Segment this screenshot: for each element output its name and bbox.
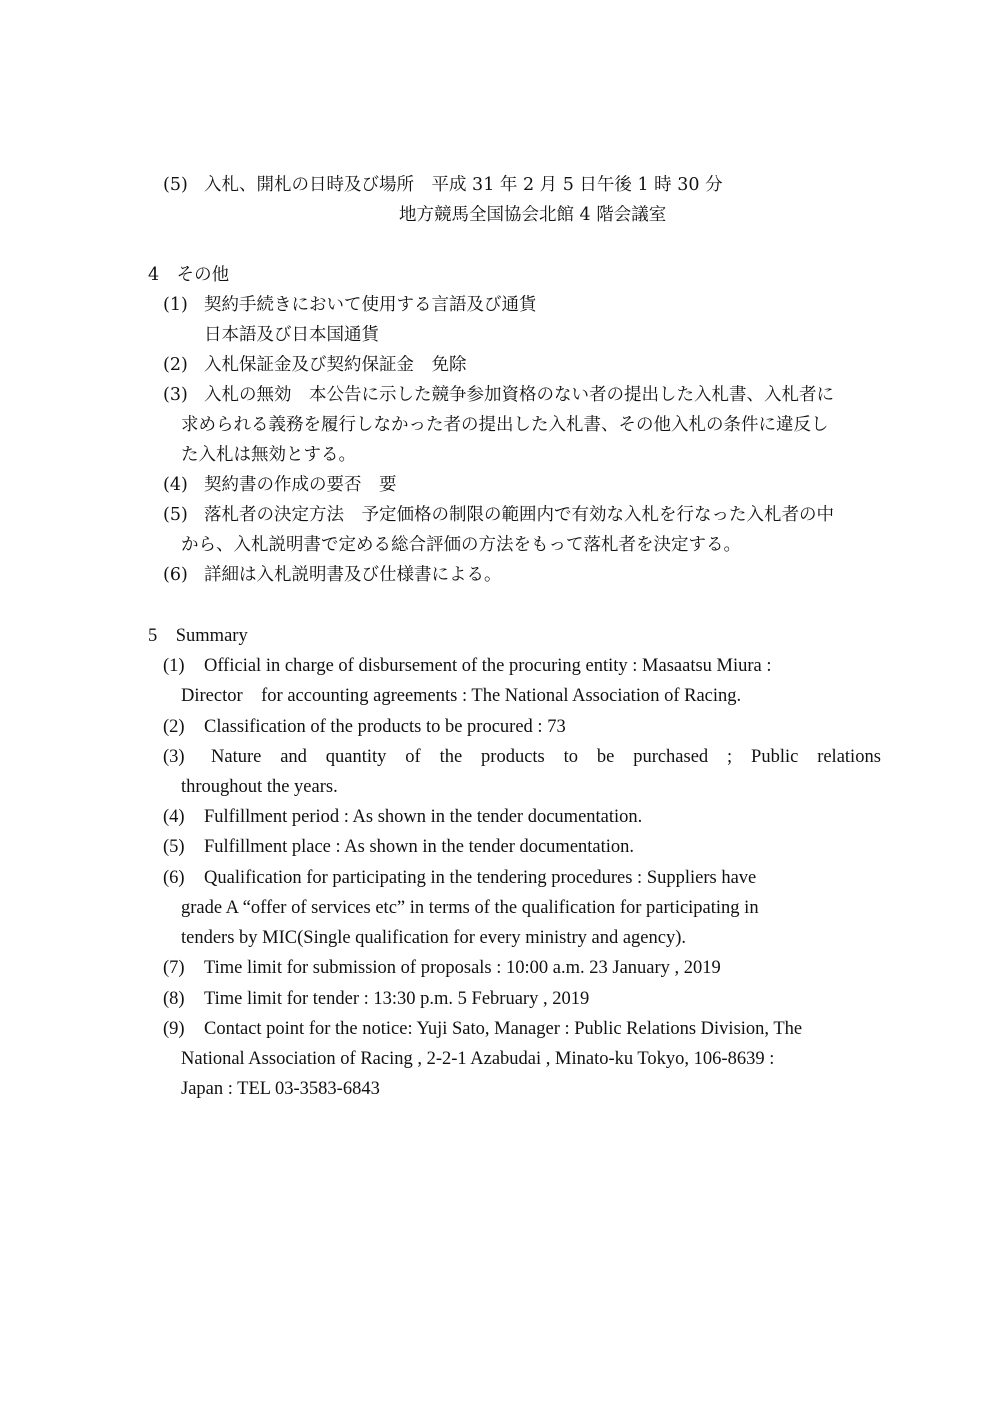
item-number: (2) bbox=[163, 355, 188, 375]
item-number: (3) bbox=[163, 385, 188, 405]
item-number: (6) bbox=[163, 565, 188, 585]
item-number: (6) bbox=[163, 868, 185, 888]
item-text-continued: National Association of Racing , 2-2-1 Azabudai , Minato-ku Tokyo, 106-8639 : bbox=[181, 1049, 775, 1069]
item-text: 入札保証金及び契約保証金 免除 bbox=[204, 355, 467, 375]
item-text: 落札者の決定方法 予定価格の制限の範囲内で有効な入札を行なった入札者の中 bbox=[204, 505, 834, 525]
item-text: 入札の無効 本公告に示した競争参加資格のない者の提出した入札書、入札者に bbox=[204, 385, 834, 405]
word: be bbox=[596, 747, 615, 767]
item-number: (5) bbox=[163, 175, 188, 195]
item-text: Classification of the products to be procured : 73 bbox=[204, 717, 566, 737]
item-text-continued: 求められる義務を履行しなかった者の提出した入札書、その他入札の条件に違反し bbox=[181, 415, 829, 435]
item-text: Time limit for tender : 13:30 p.m. 5 February , 2019 bbox=[204, 989, 590, 1009]
item-text: Official in charge of disbursement of the procuring entity : Masaatsu Miura : bbox=[204, 656, 772, 676]
item-number: (5) bbox=[163, 505, 188, 525]
item-text-continued: から、入札説明書で定める総合評価の方法をもって落札者を決定する。 bbox=[181, 535, 741, 555]
item-number: (4) bbox=[163, 807, 185, 827]
item-text-continued: tenders by MIC(Single qualification for every ministry and agency). bbox=[181, 928, 687, 948]
item-number: (5) bbox=[163, 837, 185, 857]
word: of bbox=[405, 747, 421, 767]
word: and bbox=[280, 747, 307, 767]
item-text-continued: 地方競馬全国協会北館 4 階会議室 bbox=[399, 205, 667, 225]
item-text: 契約書の作成の要否 要 bbox=[204, 475, 397, 495]
word: Public bbox=[751, 747, 799, 767]
item-text: 詳細は入札説明書及び仕様書による。 bbox=[204, 565, 502, 585]
word: Nature bbox=[211, 747, 262, 767]
word: purchased bbox=[633, 747, 709, 767]
item-text: Fulfillment period : As shown in the tender documentation. bbox=[204, 807, 643, 827]
item-number: (4) bbox=[163, 475, 188, 495]
section-heading: 5 Summary bbox=[148, 626, 248, 646]
item-text: Time limit for submission of proposals : 10:00 a.m. 23 January , 2019 bbox=[204, 958, 721, 978]
word: ; bbox=[727, 747, 733, 767]
word: quantity bbox=[325, 747, 387, 767]
section-heading: 4 その他 bbox=[148, 265, 230, 285]
item-number: (2) bbox=[163, 717, 185, 737]
item-text-continued: throughout the years. bbox=[181, 777, 338, 797]
item-text-continued: grade A “offer of services etc” in terms of the qualification for participating in bbox=[181, 898, 759, 918]
item-text: 契約手続きにおいて使用する言語及び通貨 bbox=[204, 295, 537, 315]
item-text-continued: た入札は無効とする。 bbox=[181, 445, 356, 465]
item-text: 入札、開札の日時及び場所 平成 31 年 2 月 5 日午後 1 時 30 分 bbox=[204, 175, 723, 195]
item-text: Qualification for participating in the tendering procedures : Suppliers have bbox=[204, 868, 757, 888]
item-number: (7) bbox=[163, 958, 185, 978]
item-text: Contact point for the notice: Yuji Sato, Manager : Public Relations Division, The bbox=[204, 1019, 803, 1039]
item-text-continued: 日本語及び日本国通貨 bbox=[204, 325, 379, 345]
item-number: (1) bbox=[163, 656, 185, 676]
item-number: (9) bbox=[163, 1019, 185, 1039]
item-number: (1) bbox=[163, 295, 188, 315]
word: the bbox=[439, 747, 463, 767]
item-number: (3) bbox=[163, 747, 185, 767]
item-text bbox=[211, 746, 881, 768]
word: products bbox=[481, 747, 545, 767]
word: to bbox=[563, 747, 578, 767]
item-text: Fulfillment place : As shown in the tender documentation. bbox=[204, 837, 635, 857]
item-text-continued: Japan : TEL 03-3583-6843 bbox=[181, 1079, 380, 1099]
item-number: (8) bbox=[163, 989, 185, 1009]
item-text-continued: Director for accounting agreements : The National Association of Racing. bbox=[181, 686, 742, 706]
word: relations bbox=[817, 747, 881, 767]
